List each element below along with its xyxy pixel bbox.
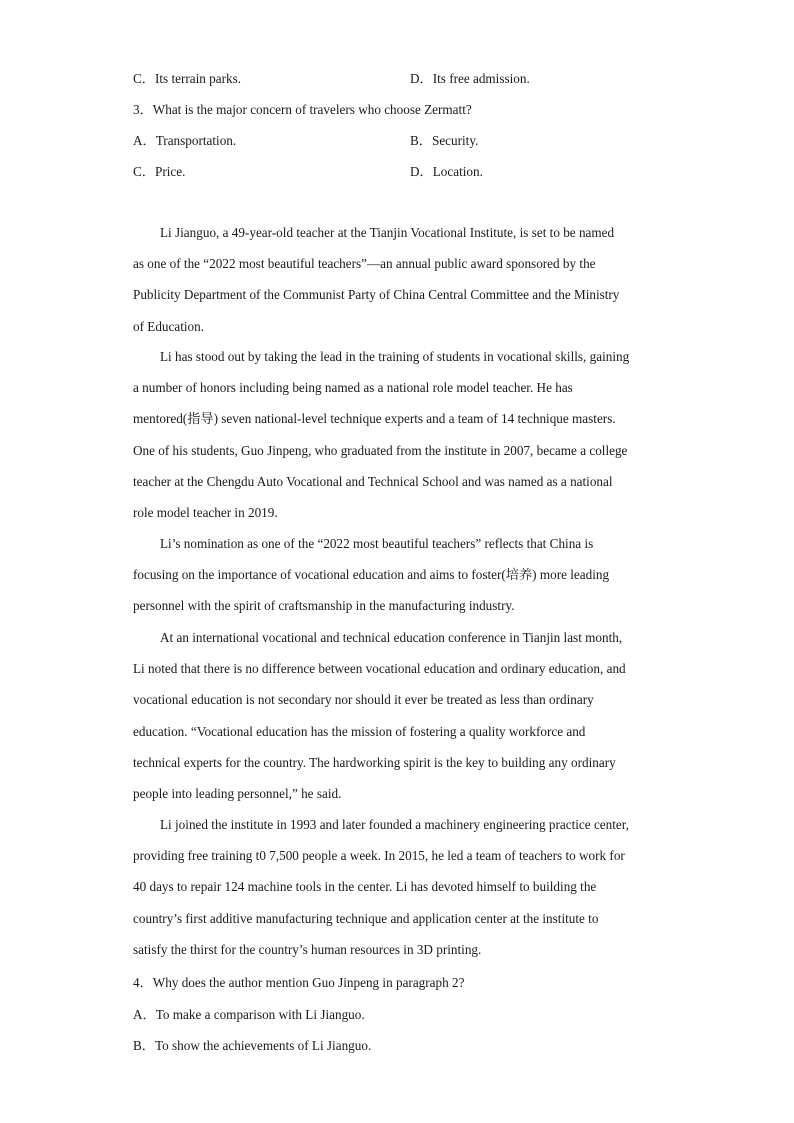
q3-option-b: B．Security. [410, 133, 479, 148]
p4-line-5: technical experts for the country. The hardworking spirit is the key to building any ordinary [133, 754, 616, 770]
q4-option-a: A．To make a comparison with Li Jianguo. [133, 1007, 365, 1022]
p5-line-4: country’s first additive manufacturing technique and application center at the institute to [133, 910, 599, 926]
p1-line-1: Li Jianguo, a 49-year-old teacher at the Tianjin Vocational Institute, is set to be named [160, 225, 615, 240]
p5-line-5: satisfy the thirst for the country’s human resources in 3D printing. [133, 941, 482, 957]
p2-line-5: teacher at the Chengdu Auto Vocational and Technical School and was named as a national [133, 473, 613, 489]
q2-option-d: D．Its free admission. [410, 71, 530, 86]
p2-line-3: mentored(指导) seven national-level technique experts and a team of 14 technique masters. [133, 411, 616, 427]
q3-option-a: A．Transportation. [133, 133, 237, 148]
p1-line-2: as one of the “2022 most beautiful teachers”—an annual public award sponsored by the [133, 256, 596, 272]
p2-line-6: role model teacher in 2019. [133, 505, 278, 521]
p3-line-2: focusing on the importance of vocational education and aims to foster(培养) more leading [133, 567, 610, 583]
q4-question: 4．Why does the author mention Guo Jinpeng in paragraph 2? [133, 975, 465, 990]
p5-line-2: providing free training t0 7,500 people a week. In 2015, he led a team of teachers to work for [133, 848, 625, 864]
p2-line-2: a number of honors including being named as a national role model teacher. He has [133, 380, 573, 396]
q2-option-c: C．Its terrain parks. [133, 71, 242, 86]
p4-line-4: education. “Vocational education has the mission of fostering a quality workforce and [133, 723, 586, 739]
q3-option-d: D．Location. [410, 164, 483, 179]
p2-line-1: Li has stood out by taking the lead in the training of students in vocational skills, gaining [160, 349, 630, 364]
p5-line-3: 40 days to repair 124 machine tools in the center. Li has devoted himself to building the [133, 879, 597, 895]
p1-line-3: Publicity Department of the Communist Party of China Central Committee and the Ministry [133, 287, 620, 303]
p5-line-1: Li joined the institute in 1993 and later founded a machinery engineering practice center, [160, 817, 629, 832]
passage-paragraph-1 [133, 217, 663, 342]
p3-line-3: personnel with the spirit of craftsmanship in the manufacturing industry. [133, 598, 515, 614]
q3-option-c: C．Price. [133, 164, 186, 179]
passage-paragraph-2 [133, 341, 663, 528]
p1-line-4: of Education. [133, 318, 205, 334]
p4-line-3: vocational education is not secondary nor should it ever be treated as less than ordinary [133, 692, 594, 708]
p3-line-1: Li’s nomination as one of the “2022 most beautiful teachers” reflects that China is [160, 536, 594, 551]
passage-paragraph-4 [133, 622, 663, 809]
passage-paragraph-5 [133, 809, 663, 965]
q4-option-b: B．To show the achievements of Li Jianguo. [133, 1038, 372, 1053]
p4-line-2: Li noted that there is no difference between vocational education and ordinary education, and [133, 661, 626, 677]
passage-paragraph-3 [133, 528, 663, 622]
p4-line-6: people into leading personnel,” he said. [133, 786, 342, 802]
p4-line-1: At an international vocational and technical education conference in Tianjin last month, [160, 630, 623, 645]
q3-question: 3．What is the major concern of travelers who choose Zermatt? [133, 102, 472, 117]
p2-line-4: One of his students, Guo Jinpeng, who graduated from the institute in 2007, became a college [133, 442, 628, 458]
